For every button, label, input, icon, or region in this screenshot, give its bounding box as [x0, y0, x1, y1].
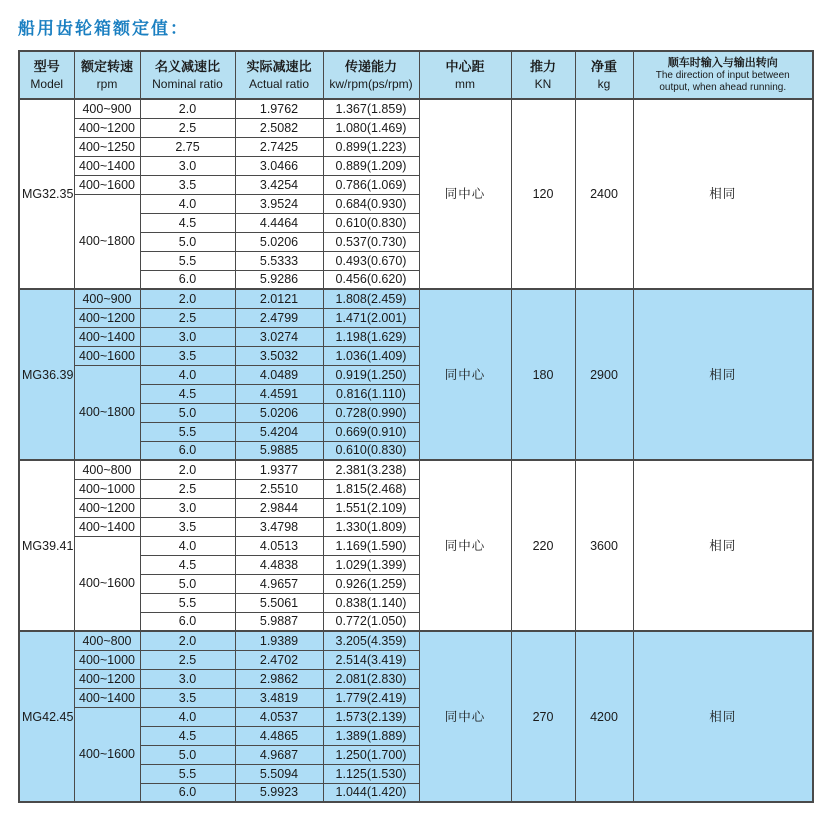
header-actual-ratio — [235, 51, 323, 99]
capacity-cell: 1.471(2.001) — [323, 308, 419, 327]
actual-ratio-cell: 3.4819 — [235, 688, 323, 707]
capacity-cell: 1.779(2.419) — [323, 688, 419, 707]
gearbox-ratings-table — [18, 50, 814, 803]
actual-ratio-cell: 5.5094 — [235, 764, 323, 783]
center-distance-cell: 同中心 — [419, 289, 511, 460]
actual-ratio-cell: 2.9862 — [235, 669, 323, 688]
capacity-cell: 0.684(0.930) — [323, 194, 419, 213]
nominal-ratio-cell: 2.0 — [140, 631, 235, 650]
actual-ratio-cell: 5.5333 — [235, 251, 323, 270]
header-row — [19, 51, 813, 99]
nominal-ratio-cell: 4.5 — [140, 213, 235, 232]
rpm-cell: 400~1400 — [74, 156, 140, 175]
model-cell: MG36.39 — [19, 289, 74, 460]
rpm-cell: 400~1200 — [74, 118, 140, 137]
actual-ratio-cell: 2.7425 — [235, 137, 323, 156]
capacity-cell: 2.381(3.238) — [323, 460, 419, 479]
nominal-ratio-cell: 2.5 — [140, 118, 235, 137]
capacity-cell: 1.389(1.889) — [323, 726, 419, 745]
thrust-cell: 180 — [511, 289, 575, 460]
capacity-cell: 3.205(4.359) — [323, 631, 419, 650]
table-body — [19, 99, 813, 802]
capacity-cell: 1.198(1.629) — [323, 327, 419, 346]
header-thrust-en: KN — [534, 77, 552, 91]
capacity-cell: 1.808(2.459) — [323, 289, 419, 308]
rpm-cell: 400~1400 — [74, 517, 140, 536]
header-rpm — [74, 51, 140, 99]
header-direction — [633, 51, 813, 99]
actual-ratio-cell: 5.0206 — [235, 232, 323, 251]
rpm-cell: 400~900 — [74, 99, 140, 118]
actual-ratio-cell: 5.9887 — [235, 612, 323, 631]
nominal-ratio-cell: 2.5 — [140, 308, 235, 327]
nominal-ratio-cell: 2.0 — [140, 99, 235, 118]
header-capacity — [323, 51, 419, 99]
rpm-cell: 400~900 — [74, 289, 140, 308]
actual-ratio-cell: 4.9687 — [235, 745, 323, 764]
header-model-en: Model — [30, 77, 64, 91]
capacity-cell: 0.772(1.050) — [323, 612, 419, 631]
capacity-cell: 0.669(0.910) — [323, 422, 419, 441]
header-thrust-zh: 推力 — [529, 59, 556, 74]
nominal-ratio-cell: 4.0 — [140, 194, 235, 213]
actual-ratio-cell: 2.0121 — [235, 289, 323, 308]
nominal-ratio-cell: 4.5 — [140, 726, 235, 745]
capacity-cell: 0.899(1.223) — [323, 137, 419, 156]
center-distance-cell: 同中心 — [419, 460, 511, 631]
header-nominal-ratio — [140, 51, 235, 99]
nominal-ratio-cell: 3.5 — [140, 175, 235, 194]
table-row — [19, 289, 813, 308]
actual-ratio-cell: 4.4591 — [235, 384, 323, 403]
rpm-cell: 400~1400 — [74, 327, 140, 346]
nominal-ratio-cell: 6.0 — [140, 783, 235, 802]
nominal-ratio-cell: 2.5 — [140, 479, 235, 498]
header-direction-zh: 顺车时输入与输出转向 — [667, 57, 778, 69]
capacity-cell: 0.926(1.259) — [323, 574, 419, 593]
header-capacity-zh: 传递能力 — [344, 59, 397, 74]
table-row — [19, 99, 813, 118]
thrust-cell: 120 — [511, 99, 575, 289]
table-row — [19, 460, 813, 479]
header-actual-ratio-zh: 实际减速比 — [246, 59, 312, 74]
actual-ratio-cell: 1.9377 — [235, 460, 323, 479]
header-weight — [575, 51, 633, 99]
page-title: 船用齿轮箱额定值： — [18, 19, 189, 38]
header-center-distance — [419, 51, 511, 99]
header-weight-zh: 净重 — [590, 59, 617, 74]
actual-ratio-cell: 5.9923 — [235, 783, 323, 802]
rpm-cell: 400~1250 — [74, 137, 140, 156]
rpm-cell: 400~800 — [74, 631, 140, 650]
nominal-ratio-cell: 3.0 — [140, 498, 235, 517]
rpm-cell: 400~1600 — [74, 175, 140, 194]
table-row — [19, 631, 813, 650]
nominal-ratio-cell: 5.5 — [140, 422, 235, 441]
model-cell: MG42.45 — [19, 631, 74, 802]
header-capacity-en: kw/rpm(ps/rpm) — [329, 77, 413, 91]
rpm-cell: 400~1200 — [74, 669, 140, 688]
nominal-ratio-cell: 6.0 — [140, 441, 235, 460]
direction-cell: 相同 — [633, 99, 813, 289]
actual-ratio-cell: 5.5061 — [235, 593, 323, 612]
capacity-cell: 0.816(1.110) — [323, 384, 419, 403]
capacity-cell: 1.551(2.109) — [323, 498, 419, 517]
capacity-cell: 0.456(0.620) — [323, 270, 419, 289]
capacity-cell: 0.493(0.670) — [323, 251, 419, 270]
weight-cell: 2900 — [575, 289, 633, 460]
rpm-cell: 400~1800 — [74, 194, 140, 289]
thrust-cell: 220 — [511, 460, 575, 631]
actual-ratio-cell: 5.9885 — [235, 441, 323, 460]
nominal-ratio-cell: 2.0 — [140, 289, 235, 308]
nominal-ratio-cell: 3.5 — [140, 688, 235, 707]
actual-ratio-cell: 4.9657 — [235, 574, 323, 593]
rpm-cell: 400~1000 — [74, 479, 140, 498]
actual-ratio-cell: 4.0489 — [235, 365, 323, 384]
capacity-cell: 1.367(1.859) — [323, 99, 419, 118]
direction-cell: 相同 — [633, 460, 813, 631]
actual-ratio-cell: 3.4254 — [235, 175, 323, 194]
actual-ratio-cell: 3.0466 — [235, 156, 323, 175]
capacity-cell: 0.919(1.250) — [323, 365, 419, 384]
header-actual-ratio-en: Actual ratio — [248, 77, 310, 91]
capacity-cell: 0.610(0.830) — [323, 213, 419, 232]
actual-ratio-cell: 3.9524 — [235, 194, 323, 213]
weight-cell: 2400 — [575, 99, 633, 289]
nominal-ratio-cell: 5.0 — [140, 574, 235, 593]
actual-ratio-cell: 3.0274 — [235, 327, 323, 346]
actual-ratio-cell: 5.4204 — [235, 422, 323, 441]
direction-cell: 相同 — [633, 289, 813, 460]
rpm-cell: 400~1200 — [74, 498, 140, 517]
actual-ratio-cell: 4.4838 — [235, 555, 323, 574]
nominal-ratio-cell: 4.0 — [140, 536, 235, 555]
actual-ratio-cell: 2.5510 — [235, 479, 323, 498]
capacity-cell: 0.838(1.140) — [323, 593, 419, 612]
nominal-ratio-cell: 3.0 — [140, 669, 235, 688]
nominal-ratio-cell: 3.5 — [140, 346, 235, 365]
capacity-cell: 1.169(1.590) — [323, 536, 419, 555]
nominal-ratio-cell: 5.5 — [140, 593, 235, 612]
rpm-cell: 400~1400 — [74, 688, 140, 707]
nominal-ratio-cell: 4.0 — [140, 707, 235, 726]
actual-ratio-cell: 4.0513 — [235, 536, 323, 555]
nominal-ratio-cell: 6.0 — [140, 612, 235, 631]
actual-ratio-cell: 3.5032 — [235, 346, 323, 365]
capacity-cell: 0.889(1.209) — [323, 156, 419, 175]
nominal-ratio-cell: 5.0 — [140, 745, 235, 764]
thrust-cell: 270 — [511, 631, 575, 802]
actual-ratio-cell: 2.5082 — [235, 118, 323, 137]
capacity-cell: 1.330(1.809) — [323, 517, 419, 536]
actual-ratio-cell: 5.9286 — [235, 270, 323, 289]
actual-ratio-cell: 2.9844 — [235, 498, 323, 517]
model-cell: MG32.35 — [19, 99, 74, 289]
capacity-cell: 1.036(1.409) — [323, 346, 419, 365]
nominal-ratio-cell: 4.0 — [140, 365, 235, 384]
nominal-ratio-cell: 4.5 — [140, 384, 235, 403]
nominal-ratio-cell: 5.0 — [140, 403, 235, 422]
header-nominal-ratio-en: Nominal ratio — [152, 77, 223, 91]
actual-ratio-cell: 4.0537 — [235, 707, 323, 726]
capacity-cell: 1.080(1.469) — [323, 118, 419, 137]
actual-ratio-cell: 4.4865 — [235, 726, 323, 745]
nominal-ratio-cell: 2.75 — [140, 137, 235, 156]
rpm-cell: 400~1600 — [74, 536, 140, 631]
nominal-ratio-cell: 3.0 — [140, 327, 235, 346]
capacity-cell: 0.786(1.069) — [323, 175, 419, 194]
nominal-ratio-cell: 2.0 — [140, 460, 235, 479]
header-weight-en: kg — [597, 77, 611, 91]
capacity-cell: 1.125(1.530) — [323, 764, 419, 783]
center-distance-cell: 同中心 — [419, 631, 511, 802]
nominal-ratio-cell: 5.5 — [140, 251, 235, 270]
header-nominal-ratio-zh: 名义减速比 — [154, 59, 220, 74]
direction-cell: 相同 — [633, 631, 813, 802]
rpm-cell: 400~800 — [74, 460, 140, 479]
capacity-cell: 1.029(1.399) — [323, 555, 419, 574]
rpm-cell: 400~1600 — [74, 346, 140, 365]
weight-cell: 4200 — [575, 631, 633, 802]
capacity-cell: 2.514(3.419) — [323, 650, 419, 669]
header-direction-en: The direction of input between output, when ahead running. — [655, 70, 790, 93]
capacity-cell: 0.537(0.730) — [323, 232, 419, 251]
rpm-cell: 400~1000 — [74, 650, 140, 669]
nominal-ratio-cell: 5.0 — [140, 232, 235, 251]
capacity-cell: 2.081(2.830) — [323, 669, 419, 688]
actual-ratio-cell: 2.4702 — [235, 650, 323, 669]
center-distance-cell: 同中心 — [419, 99, 511, 289]
header-model-zh: 型号 — [33, 59, 60, 74]
actual-ratio-cell: 2.4799 — [235, 308, 323, 327]
header-rpm-zh: 额定转速 — [80, 59, 133, 74]
nominal-ratio-cell: 4.5 — [140, 555, 235, 574]
header-rpm-en: rpm — [96, 77, 118, 91]
rpm-cell: 400~1600 — [74, 707, 140, 802]
nominal-ratio-cell: 5.5 — [140, 764, 235, 783]
capacity-cell: 1.573(2.139) — [323, 707, 419, 726]
capacity-cell: 1.044(1.420) — [323, 783, 419, 802]
weight-cell: 3600 — [575, 460, 633, 631]
header-model — [19, 51, 74, 99]
model-cell: MG39.41 — [19, 460, 74, 631]
header-thrust — [511, 51, 575, 99]
header-center-distance-zh: 中心距 — [445, 59, 485, 74]
nominal-ratio-cell: 2.5 — [140, 650, 235, 669]
capacity-cell: 1.250(1.700) — [323, 745, 419, 764]
rpm-cell: 400~1800 — [74, 365, 140, 460]
capacity-cell: 0.610(0.830) — [323, 441, 419, 460]
actual-ratio-cell: 5.0206 — [235, 403, 323, 422]
capacity-cell: 0.728(0.990) — [323, 403, 419, 422]
header-center-distance-en: mm — [455, 77, 475, 91]
nominal-ratio-cell: 3.5 — [140, 517, 235, 536]
table-header — [19, 51, 813, 99]
actual-ratio-cell: 3.4798 — [235, 517, 323, 536]
actual-ratio-cell: 1.9389 — [235, 631, 323, 650]
actual-ratio-cell: 1.9762 — [235, 99, 323, 118]
rpm-cell: 400~1200 — [74, 308, 140, 327]
nominal-ratio-cell: 3.0 — [140, 156, 235, 175]
actual-ratio-cell: 4.4464 — [235, 213, 323, 232]
capacity-cell: 1.815(2.468) — [323, 479, 419, 498]
nominal-ratio-cell: 6.0 — [140, 270, 235, 289]
